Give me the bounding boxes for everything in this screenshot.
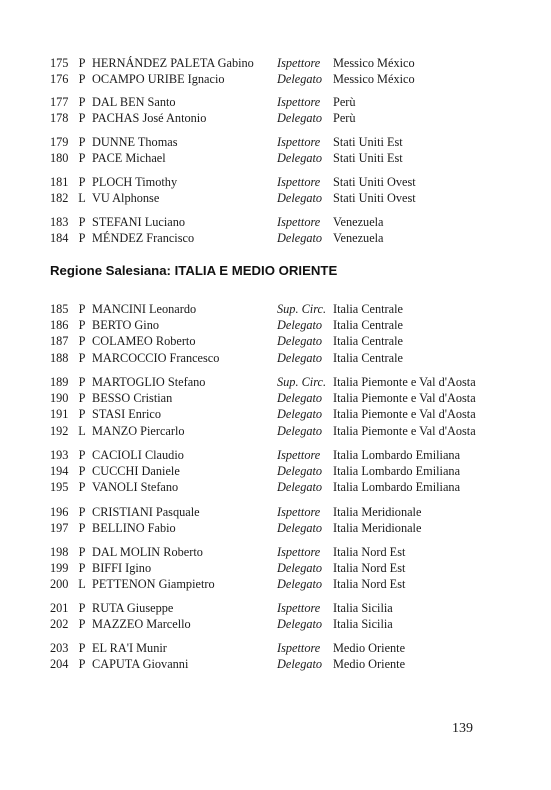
entry-type: P <box>78 480 86 495</box>
entry-type: P <box>78 447 86 462</box>
entry-row <box>50 577 510 593</box>
entry-group <box>50 374 510 439</box>
entry-number: 177 <box>50 94 69 109</box>
entry-role: Delegato <box>277 150 323 165</box>
entry-name: STEFANI Luciano <box>92 214 186 229</box>
entry-region: Italia Centrale <box>333 334 403 349</box>
entry-role: Delegato <box>277 71 323 86</box>
entry-number: 185 <box>50 301 69 316</box>
entry-region: Italia Sicilia <box>333 616 393 631</box>
entry-role: Delegato <box>277 463 323 478</box>
entry-row <box>50 350 510 366</box>
entry-row <box>50 71 510 87</box>
entry-number: 202 <box>50 616 69 631</box>
entry-name: EL RA'I Munir <box>92 640 167 655</box>
entry-type: P <box>78 71 86 86</box>
entry-group <box>50 94 510 127</box>
entry-name: RUTA Giuseppe <box>92 600 174 615</box>
entry-group <box>50 640 510 673</box>
entry-region: Stati Uniti Ovest <box>333 190 416 205</box>
entry-number: 197 <box>50 520 69 535</box>
entry-type: P <box>78 334 86 349</box>
entry-number: 194 <box>50 463 69 478</box>
entry-group <box>50 174 510 207</box>
entry-type: P <box>78 616 86 631</box>
entry-role: Ispettore <box>277 94 321 109</box>
entry-type: P <box>78 544 86 559</box>
entry-row <box>50 504 510 520</box>
entry-type: P <box>78 560 86 575</box>
entry-number: 198 <box>50 544 69 559</box>
entry-type: P <box>78 317 86 332</box>
entry-role: Delegato <box>277 407 323 422</box>
entry-row <box>50 480 510 496</box>
entry-region: Italia Meridionale <box>333 520 422 535</box>
entry-type: P <box>78 150 86 165</box>
entry-type: P <box>78 214 86 229</box>
entry-region: Italia Nord Est <box>333 560 406 575</box>
entry-type: P <box>78 600 86 615</box>
entry-type: P <box>78 390 86 405</box>
entry-region: Perù <box>333 94 356 109</box>
entry-role: Delegato <box>277 560 323 575</box>
entry-region: Italia Nord Est <box>333 577 406 592</box>
entry-type: P <box>78 134 86 149</box>
entry-region: Italia Nord Est <box>333 544 406 559</box>
entry-type: L <box>78 190 86 205</box>
entry-name: MANZO Piercarlo <box>92 423 185 438</box>
entry-number: 196 <box>50 504 69 519</box>
entry-role: Delegato <box>277 577 323 592</box>
entry-name: VANOLI Stefano <box>92 480 179 495</box>
entry-role: Ispettore <box>277 544 321 559</box>
entry-row <box>50 640 510 656</box>
entry-name: COLAMEO Roberto <box>92 334 196 349</box>
entry-number: 189 <box>50 374 69 389</box>
entry-region: Medio Oriente <box>333 656 406 671</box>
entry-role: Delegato <box>277 190 323 205</box>
entry-role: Ispettore <box>277 214 321 229</box>
entry-row <box>50 600 510 616</box>
entry-name: DAL BEN Santo <box>92 94 176 109</box>
entry-role: Ispettore <box>277 504 321 519</box>
entry-number: 183 <box>50 214 69 229</box>
entry-region: Venezuela <box>333 230 384 245</box>
entry-name: MARTOGLIO Stefano <box>92 374 206 389</box>
entry-number: 181 <box>50 174 69 189</box>
entry-type: P <box>78 640 86 655</box>
entry-type: P <box>78 520 86 535</box>
entry-role: Ispettore <box>277 174 321 189</box>
entry-row <box>50 150 510 166</box>
entry-group <box>50 544 510 593</box>
entry-name: BIFFI Igino <box>92 560 152 575</box>
entry-number: 190 <box>50 390 69 405</box>
entry-type: P <box>78 110 86 125</box>
entry-type: P <box>78 374 86 389</box>
entry-number: 175 <box>50 55 69 70</box>
entry-role: Delegato <box>277 350 323 365</box>
entry-type: P <box>78 407 86 422</box>
entry-group <box>50 55 510 88</box>
entry-name: OCAMPO URIBE Ignacio <box>92 71 225 86</box>
entry-row <box>50 447 510 463</box>
entry-row <box>50 94 510 110</box>
entry-region: Venezuela <box>333 214 384 229</box>
entry-type: P <box>78 463 86 478</box>
entry-row <box>50 230 510 246</box>
entry-row <box>50 301 510 317</box>
entry-name: STASI Enrico <box>92 407 162 422</box>
entry-number: 195 <box>50 480 69 495</box>
entry-row <box>50 407 510 423</box>
entry-name: BERTO Gino <box>92 317 160 332</box>
entry-group <box>50 301 510 366</box>
entry-role: Ispettore <box>277 134 321 149</box>
entry-region: Stati Uniti Est <box>333 134 403 149</box>
entry-region: Stati Uniti Ovest <box>333 174 416 189</box>
entry-row <box>50 463 510 479</box>
entry-region: Perù <box>333 110 356 125</box>
entry-group <box>50 600 510 633</box>
entry-region: Italia Lombardo Emiliana <box>333 447 461 462</box>
entry-region: Italia Piemonte e Val d'Aosta <box>333 407 476 422</box>
entry-type: P <box>78 656 86 671</box>
entry-name: BELLINO Fabio <box>92 520 176 535</box>
entry-number: 182 <box>50 190 69 205</box>
entry-number: 186 <box>50 317 69 332</box>
entry-row <box>50 616 510 632</box>
entry-name: MARCOCCIO Francesco <box>92 350 220 365</box>
entry-row <box>50 334 510 350</box>
entry-name: MÉNDEZ Francisco <box>92 230 195 245</box>
entry-role: Ispettore <box>277 55 321 70</box>
entry-row <box>50 374 510 390</box>
entry-role: Delegato <box>277 616 323 631</box>
section-heading: Regione Salesiana: ITALIA E MEDIO ORIENTE <box>50 263 338 278</box>
entry-role: Sup. Circ. <box>277 374 327 389</box>
entry-type: P <box>78 94 86 109</box>
entry-role: Sup. Circ. <box>277 301 327 316</box>
entry-row <box>50 390 510 406</box>
entry-number: 180 <box>50 150 69 165</box>
entry-row <box>50 560 510 576</box>
entry-number: 188 <box>50 350 69 365</box>
entry-number: 199 <box>50 560 69 575</box>
entry-name: MANCINI Leonardo <box>92 301 197 316</box>
entry-role: Delegato <box>277 334 323 349</box>
entry-region: Stati Uniti Est <box>333 150 403 165</box>
entry-type: P <box>78 174 86 189</box>
entry-region: Italia Lombardo Emiliana <box>333 463 461 478</box>
entry-role: Ispettore <box>277 600 321 615</box>
entry-row <box>50 55 510 71</box>
entry-type: L <box>78 423 86 438</box>
entry-row <box>50 317 510 333</box>
entry-number: 193 <box>50 447 69 462</box>
entry-row <box>50 110 510 126</box>
entry-row <box>50 134 510 150</box>
entry-role: Delegato <box>277 656 323 671</box>
entry-number: 179 <box>50 134 69 149</box>
entry-row <box>50 190 510 206</box>
entry-row <box>50 423 510 439</box>
entry-role: Delegato <box>277 390 323 405</box>
entry-row <box>50 520 510 536</box>
entry-type: P <box>78 230 86 245</box>
entry-name: PLOCH Timothy <box>92 174 178 189</box>
entry-group <box>50 447 510 496</box>
entry-region: Italia Centrale <box>333 301 403 316</box>
entry-number: 191 <box>50 407 69 422</box>
entry-region: Medio Oriente <box>333 640 406 655</box>
entry-group <box>50 214 510 247</box>
entry-group <box>50 504 510 537</box>
entry-number: 204 <box>50 656 69 671</box>
entry-name: PETTENON Giampietro <box>92 577 215 592</box>
entry-role: Delegato <box>277 520 323 535</box>
page-number: 139 <box>452 721 473 736</box>
entry-number: 178 <box>50 110 69 125</box>
entry-region: Italia Piemonte e Val d'Aosta <box>333 390 476 405</box>
entry-role: Delegato <box>277 230 323 245</box>
entry-row <box>50 656 510 672</box>
entry-name: DAL MOLIN Roberto <box>92 544 203 559</box>
entry-region: Italia Meridionale <box>333 504 422 519</box>
entry-number: 187 <box>50 334 69 349</box>
entry-row <box>50 214 510 230</box>
entry-region: Italia Centrale <box>333 350 403 365</box>
entry-region: Messico México <box>333 55 415 70</box>
entry-number: 184 <box>50 230 69 245</box>
entry-type: P <box>78 55 86 70</box>
entry-row <box>50 544 510 560</box>
entry-region: Messico México <box>333 71 415 86</box>
entry-group <box>50 134 510 167</box>
entry-role: Delegato <box>277 480 323 495</box>
entry-name: PACHAS José Antonio <box>92 110 207 125</box>
entry-number: 192 <box>50 423 69 438</box>
entry-number: 203 <box>50 640 69 655</box>
entry-type: L <box>78 577 86 592</box>
entry-role: Delegato <box>277 110 323 125</box>
entry-name: PACE Michael <box>92 150 166 165</box>
entry-name: VU Alphonse <box>92 190 160 205</box>
entry-name: DUNNE Thomas <box>92 134 178 149</box>
entry-name: HERNÁNDEZ PALETA Gabino <box>92 55 254 70</box>
entry-role: Delegato <box>277 423 323 438</box>
entry-region: Italia Sicilia <box>333 600 393 615</box>
entry-name: CRISTIANI Pasquale <box>92 504 200 519</box>
entry-name: MAZZEO Marcello <box>92 616 191 631</box>
entry-type: P <box>78 504 86 519</box>
entry-role: Ispettore <box>277 640 321 655</box>
entry-name: CACIOLI Claudio <box>92 447 184 462</box>
entry-role: Ispettore <box>277 447 321 462</box>
entry-name: CAPUTA Giovanni <box>92 656 189 671</box>
entry-region: Italia Lombardo Emiliana <box>333 480 461 495</box>
entry-number: 200 <box>50 577 69 592</box>
entry-row <box>50 174 510 190</box>
entry-type: P <box>78 350 86 365</box>
entry-name: CUCCHI Daniele <box>92 463 180 478</box>
entry-region: Italia Piemonte e Val d'Aosta <box>333 423 476 438</box>
entry-type: P <box>78 301 86 316</box>
entry-region: Italia Centrale <box>333 317 403 332</box>
entry-number: 176 <box>50 71 69 86</box>
entry-number: 201 <box>50 600 69 615</box>
entry-name: BESSO Cristian <box>92 390 173 405</box>
entry-region: Italia Piemonte e Val d'Aosta <box>333 374 476 389</box>
entry-role: Delegato <box>277 317 323 332</box>
